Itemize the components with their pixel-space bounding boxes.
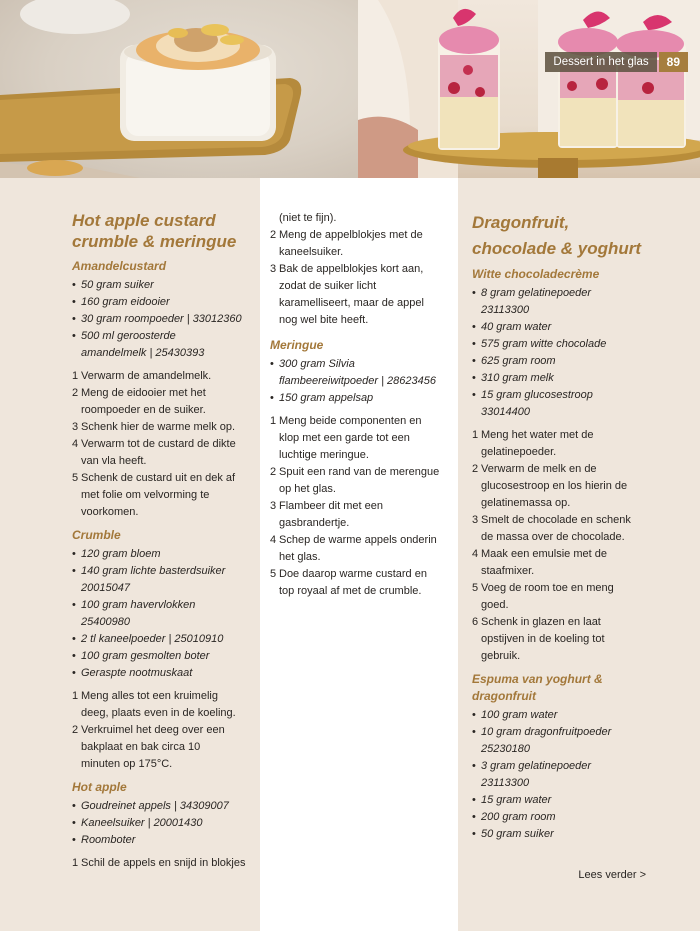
steps-amandelcustard [72, 368, 246, 402]
step-item: 2 Verwarm de melk en de [472, 463, 597, 475]
column-right [458, 178, 700, 931]
header-photos [0, 0, 700, 178]
ingredient-continuation: 33014400 [481, 406, 530, 418]
step-continuation: roompoeder en de suiker. [81, 404, 206, 416]
steps-meringue-5 [270, 566, 448, 583]
steps-amandelcustard-3 [72, 470, 246, 487]
heading-hot-apple: Hot apple [72, 780, 127, 794]
step-item: 5 Doe daarop warme custard en [270, 568, 427, 580]
step-continuation: nog wel bite heeft. [279, 314, 369, 326]
ingredient-item: • 200 gram room [472, 809, 686, 826]
step-item: 2 Meng de appelblokjes met de [270, 229, 423, 241]
ingredients-crumble-3 [72, 631, 246, 682]
ingredient-item: • 100 gram havervlokken [72, 597, 246, 614]
page-number: 89 [659, 52, 688, 72]
title-line: Dragonfruit, [472, 213, 570, 232]
steps-hot-apple-3 [270, 261, 448, 278]
steps-crumble [72, 688, 246, 705]
steps-witte-6 [472, 614, 686, 631]
step-continuation: minuten op 175°C. [81, 758, 173, 770]
ingredient-continuation: 25230180 [481, 743, 530, 755]
step-continuation: luchtige meringue. [279, 449, 369, 461]
step-item: 1 Verwarm de amandelmelk. [72, 370, 212, 382]
step-continuation: voorkomen. [81, 506, 139, 518]
title-line: crumble & meringue [72, 232, 237, 251]
ingredient-continuation: amandelmelk | 25430393 [81, 347, 205, 359]
ingredient-item: • 140 gram lichte basterdsuiker [72, 563, 246, 580]
step-continuation: bakplaat en bak circa 10 [81, 741, 201, 753]
steps-meringue-4 [270, 532, 448, 549]
step-continuation: deeg, plaats even in de koeling. [81, 707, 236, 719]
heading-witte-chocoladecreme: Witte chocoladecrème [472, 267, 600, 281]
ingredient-item: • 15 gram water [472, 792, 686, 809]
heading-line: dragonfruit [472, 689, 536, 703]
recipe-title-dragonfruit [472, 210, 686, 262]
step-continuation: glucosestroop en los hierin de [481, 480, 628, 492]
steps-witte [472, 427, 686, 444]
ingredients-witte [472, 285, 686, 302]
step-continuation: van vla heeft. [81, 455, 147, 467]
ingredient-item: • 300 gram Silvia [270, 356, 448, 373]
ingredient-item: • 310 gram melk [472, 370, 686, 387]
step-item: 2 Spuit een rand van de merengue [270, 466, 440, 478]
step-item: 5 Voeg de room toe en meng [472, 582, 614, 594]
ingredients-crumble [72, 546, 246, 580]
ingredients-witte-2 [472, 319, 686, 404]
step-item: 6 Schenk in glazen en laat [472, 616, 601, 628]
step-continuation: gasbrandertje. [279, 517, 350, 529]
section-title: Dessert in het glas [545, 52, 656, 72]
ingredient-continuation: 23113300 [481, 304, 530, 316]
ingredient-item: • 575 gram witte chocolade [472, 336, 686, 353]
step-item: 1 Meng alles tot een kruimelig [72, 690, 218, 702]
heading-amandelcustard: Amandelcustard [72, 259, 167, 273]
title-line: chocolade & yoghurt [472, 239, 642, 258]
ingredient-item: • 10 gram dragonfruitpoeder [472, 724, 686, 741]
recipe-title-apple [72, 210, 246, 252]
ingredient-item: • 500 ml geroosterde [72, 328, 246, 345]
apple-crumble-illustration [0, 0, 358, 178]
ingredient-item: • Geraspte nootmuskaat [72, 665, 246, 682]
column-left [0, 178, 260, 931]
step-continuation: goed. [481, 599, 509, 611]
ingredient-item: • 100 gram gesmolten boter [72, 648, 246, 665]
ingredient-item: • 50 gram suiker [72, 277, 246, 294]
steps-meringue-3 [270, 498, 448, 515]
step-continuation: opstijven in de koeling tot [481, 633, 605, 645]
step-continuation: gelatinemassa op. [481, 497, 571, 509]
photo-apple-crumble [0, 0, 358, 178]
steps-hot-apple-2 [270, 227, 448, 244]
step-item: 1 Schil de appels en snijd in blokjes [72, 857, 246, 869]
step-continuation: met folie om velvorming te [81, 489, 210, 501]
ingredients-espuma-2 [472, 758, 686, 775]
step-continuation: zodat de suiker licht [279, 280, 377, 292]
steps-meringue [270, 413, 448, 430]
step-item: 1 Meng beide componenten en [270, 415, 422, 427]
title-line: Hot apple custard [72, 211, 216, 230]
steps-witte-4 [472, 546, 686, 563]
ingredients-espuma [472, 707, 686, 741]
ingredient-item: • 3 gram gelatinepoeder [472, 758, 686, 775]
step-continuation: het glas. [279, 551, 321, 563]
step-item: 3 Smelt de chocolade en schenk [472, 514, 631, 526]
step-continuation: karamelliseert, maar de appel [279, 297, 424, 309]
steps-amandelcustard-2 [72, 419, 246, 453]
ingredient-continuation: 23113300 [481, 777, 530, 789]
step-item: 5 Schenk de custard uit en dek af [72, 472, 236, 484]
step-continuation: kaneelsuiker. [279, 246, 344, 258]
step-item: 3 Schenk hier de warme melk op. [72, 421, 236, 433]
ingredient-item: • 625 gram room [472, 353, 686, 370]
ingredients-crumble-2 [72, 597, 246, 614]
step-continuation: (niet te fijn). [279, 212, 337, 224]
column-middle [260, 178, 458, 931]
steps-crumble-2 [72, 722, 246, 739]
ingredients-amandelcustard [72, 277, 246, 345]
ingredients-meringue [270, 356, 448, 373]
step-item: 4 Schep de warme appels onderin [270, 534, 437, 546]
ingredients-hot-apple [72, 798, 246, 849]
ingredient-continuation: 25400980 [81, 616, 130, 628]
heading-meringue: Meringue [270, 338, 324, 352]
step-item: 4 Maak een emulsie met de [472, 548, 607, 560]
ingredient-item: • 120 gram bloem [72, 546, 246, 563]
ingredient-item: • 30 gram roompoeder | 33012360 [72, 311, 246, 328]
ingredient-item: • 15 gram glucosestroop [472, 387, 686, 404]
step-item: 2 Verkruimel het deeg over een [72, 724, 225, 736]
step-item: 3 Bak de appelblokjes kort aan, [270, 263, 424, 275]
step-continuation: de massa over de chocolade. [481, 531, 625, 543]
ingredient-item: • Roomboter [72, 832, 246, 849]
steps-witte-2 [472, 461, 686, 478]
ingredient-item: • 2 tl kaneelpoeder | 25010910 [72, 631, 246, 648]
photo-dragonfruit-glasses [358, 0, 700, 178]
ingredients-meringue-2 [270, 390, 448, 407]
ingredient-item: • 160 gram eidooier [72, 294, 246, 311]
step-continuation: gebruik. [481, 650, 521, 662]
ingredients-espuma-3 [472, 792, 686, 843]
read-more-link[interactable]: Lees verder > [578, 869, 646, 881]
step-continuation: op het glas. [279, 483, 336, 495]
ingredient-continuation: 20015047 [81, 582, 130, 594]
ingredient-item: • 150 gram appelsap [270, 390, 448, 407]
ingredient-item: • 40 gram water [472, 319, 686, 336]
steps-witte-5 [472, 580, 686, 597]
heading-crumble: Crumble [72, 528, 121, 542]
step-continuation: gelatinepoeder. [481, 446, 557, 458]
steps-meringue-2 [270, 464, 448, 481]
step-continuation: top royaal af met de crumble. [279, 585, 422, 597]
step-item: 2 Meng de eidooier met het [72, 387, 206, 399]
section-badge [545, 52, 688, 72]
dessert-glasses-illustration [358, 0, 700, 178]
step-item: 1 Meng het water met de [472, 429, 594, 441]
step-continuation: klop met een garde tot een [279, 432, 410, 444]
step-continuation: staafmixer. [481, 565, 535, 577]
ingredient-continuation: flambeereiwitpoeder | 28623456 [279, 375, 436, 387]
heading-espuma [472, 671, 686, 705]
ingredient-item: • 100 gram water [472, 707, 686, 724]
heading-line: Espuma van yoghurt & [472, 672, 603, 686]
ingredient-item: • 8 gram gelatinepoeder [472, 285, 686, 302]
steps-witte-3 [472, 512, 686, 529]
ingredient-item: • Goudreinet appels | 34309007 [72, 798, 246, 815]
step-item: 4 Verwarm tot de custard de dikte [72, 438, 236, 450]
step-item: 3 Flambeer dit met een [270, 500, 383, 512]
steps-hot-apple [72, 855, 246, 872]
ingredient-item: • Kaneelsuiker | 20001430 [72, 815, 246, 832]
ingredient-item: • 50 gram suiker [472, 826, 686, 843]
